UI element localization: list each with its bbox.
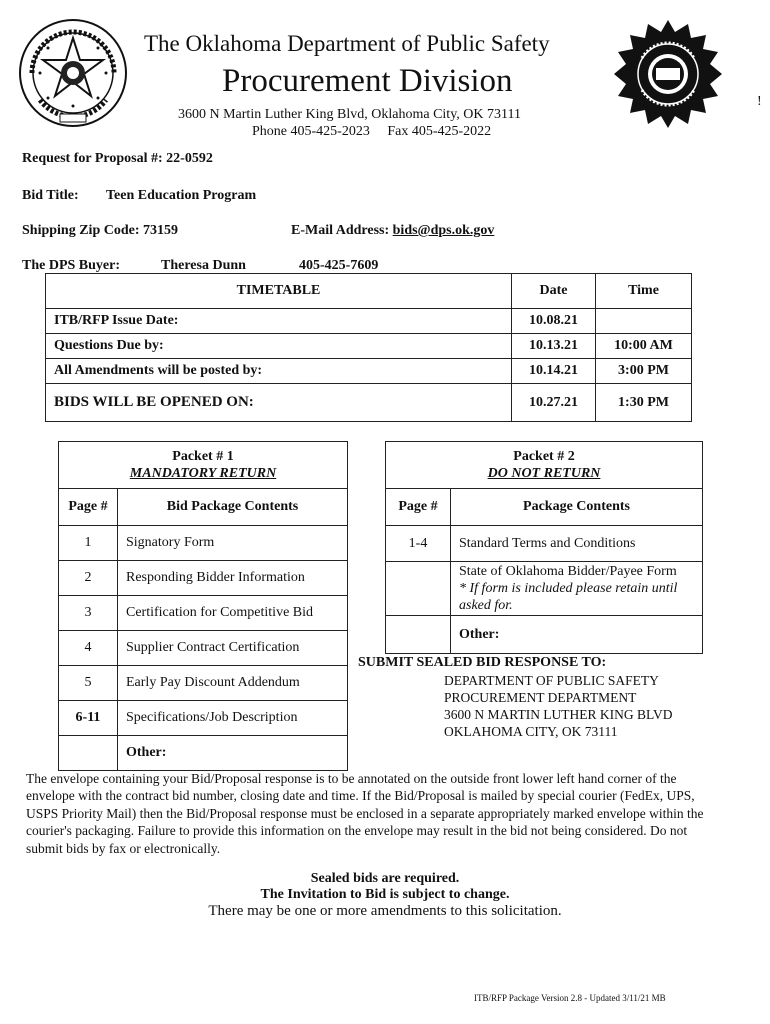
timetable-row xyxy=(46,384,692,422)
sealed-note: Sealed bids are required. xyxy=(310,871,460,886)
table-row xyxy=(59,631,348,666)
division-title: Procurement Division xyxy=(222,63,513,99)
packet2-header xyxy=(386,489,703,526)
time-header: Time xyxy=(596,274,692,309)
submit-address xyxy=(444,672,673,740)
page-number xyxy=(386,562,451,616)
content-item: Signatory Form xyxy=(118,526,348,561)
packet2-title xyxy=(386,442,703,489)
page-number: 2 xyxy=(59,561,118,596)
bidder-payee-form: State of Oklahoma Bidder/Payee Form xyxy=(459,564,677,579)
agency-name: The Oklahoma Department of Public Safety xyxy=(144,31,550,56)
zip-line xyxy=(22,223,178,239)
row-time: 3:00 PM xyxy=(596,359,692,384)
amendments-note: There may be one or more amendments to this solicitation. xyxy=(208,903,562,919)
submit-line: DEPARTMENT OF PUBLIC SAFETY xyxy=(444,673,659,688)
packet1-subtitle: MANDATORY RETURN xyxy=(129,466,277,481)
row-time xyxy=(596,309,692,334)
envelope-instructions: The envelope containing your Bid/Proposal response is to be annotated on the outside front lower left hand corner of the envelope with the contract bid number, closing date and time. If the Bid/Proposal is mailed by special courier (FedEx, UPS, USPS Priority Mail) then the Bid/Proposal response must be enclosed in a separate appropriately marked envelope within the courier's packaging. Failure to provide this information on the envelope may result in the bid not being considered. Do not submit bids by fax or electronically. xyxy=(26,771,704,856)
content-item: Supplier Contract Certification xyxy=(118,631,348,666)
table-row xyxy=(386,526,703,562)
packet2-number: Packet # 2 xyxy=(513,449,575,464)
table-row xyxy=(386,616,703,654)
content-item: Early Pay Discount Addendum xyxy=(118,666,348,701)
packet1-title xyxy=(59,442,348,489)
table-row xyxy=(59,526,348,561)
timetable-header xyxy=(46,274,692,309)
zip-label: Shipping Zip Code: xyxy=(22,223,140,238)
row-label: Questions Due by: xyxy=(46,334,512,359)
email-line xyxy=(291,223,494,239)
row-label: ITB/RFP Issue Date: xyxy=(46,309,512,334)
email-label: E-Mail Address: xyxy=(291,223,390,238)
packet2-title-row xyxy=(386,442,703,489)
email-link[interactable]: bids@dps.ok.gov xyxy=(392,223,495,238)
contents-header: Package Contents xyxy=(451,489,703,526)
oklahoma-state-seal-icon xyxy=(18,18,128,128)
page-number: 6-11 xyxy=(59,701,118,736)
content-item: Responding Bidder Information xyxy=(118,561,348,596)
buyer-phone: 405-425-7609 xyxy=(299,258,379,273)
bid-title: Teen Education Program xyxy=(106,188,257,203)
buyer-name: Theresa Dunn xyxy=(161,258,246,273)
dps-badge-icon xyxy=(612,18,724,130)
subject-note: The Invitation to Bid is subject to change. xyxy=(260,887,510,902)
content-item: Specifications/Job Description xyxy=(118,701,348,736)
packet2-subtitle: DO NOT RETURN xyxy=(487,466,601,481)
page-number: 3 xyxy=(59,596,118,631)
page-number xyxy=(386,616,451,654)
content-item: Other: xyxy=(118,736,348,771)
timetable-row xyxy=(46,309,692,334)
page-number xyxy=(59,736,118,771)
page-number: 1 xyxy=(59,526,118,561)
submit-line: 3600 N MARTIN LUTHER KING BLVD xyxy=(444,707,673,722)
table-row xyxy=(59,596,348,631)
page-number: 4 xyxy=(59,631,118,666)
submit-heading: SUBMIT SEALED BID RESPONSE TO: xyxy=(358,655,607,670)
packet1-table xyxy=(58,441,348,771)
agency-address: 3600 N Martin Luther King Blvd, Oklahoma City, OK 73111 xyxy=(178,107,521,122)
row-date: 10.27.21 xyxy=(512,384,596,422)
timetable-title: TIMETABLE xyxy=(46,274,512,309)
packet1-title-row xyxy=(59,442,348,489)
row-date: 10.13.21 xyxy=(512,334,596,359)
packet1-number: Packet # 1 xyxy=(172,449,234,464)
bid-title-label: Bid Title: xyxy=(22,188,79,203)
page-number: 5 xyxy=(59,666,118,701)
packet1-header xyxy=(59,489,348,526)
packet2-table xyxy=(385,441,703,654)
timetable-row xyxy=(46,359,692,384)
zip-code: 73159 xyxy=(143,223,178,238)
fax: Fax 405-425-2022 xyxy=(387,124,492,139)
date-header: Date xyxy=(512,274,596,309)
page-number: 1-4 xyxy=(386,526,451,562)
page-header: Page # xyxy=(386,489,451,526)
row-label: BIDS WILL BE OPENED ON: xyxy=(46,384,512,422)
contents-header: Bid Package Contents xyxy=(118,489,348,526)
rfp-number: 22-0592 xyxy=(166,151,213,166)
content-item: Other: xyxy=(451,616,703,654)
submit-line: OKLAHOMA CITY, OK 73111 xyxy=(444,724,618,739)
rfp-label: Request for Proposal #: xyxy=(22,151,163,166)
phone: Phone 405-425-2023 xyxy=(252,124,370,139)
content-item: Standard Terms and Conditions xyxy=(451,526,703,562)
table-row xyxy=(59,736,348,771)
row-date: 10.08.21 xyxy=(512,309,596,334)
row-time: 1:30 PM xyxy=(596,384,692,422)
version-footer: ITB/RFP Package Version 2.8 - Updated 3/11/21 MB xyxy=(474,993,666,1003)
table-row xyxy=(386,562,703,616)
submit-line: PROCUREMENT DEPARTMENT xyxy=(444,690,637,705)
table-row xyxy=(59,561,348,596)
margin-mark: ! xyxy=(757,94,762,109)
retain-note: * If form is included please retain until asked for. xyxy=(459,581,678,613)
row-label: All Amendments will be posted by: xyxy=(46,359,512,384)
row-date: 10.14.21 xyxy=(512,359,596,384)
table-row xyxy=(59,666,348,701)
timetable xyxy=(45,273,692,422)
table-row xyxy=(59,701,348,736)
content-item: Certification for Competitive Bid xyxy=(118,596,348,631)
rfp-line xyxy=(22,151,213,167)
row-time: 10:00 AM xyxy=(596,334,692,359)
content-item xyxy=(451,562,703,616)
page-header: Page # xyxy=(59,489,118,526)
timetable-row xyxy=(46,334,692,359)
buyer-label: The DPS Buyer: xyxy=(22,258,120,273)
agency-phone-fax xyxy=(252,124,491,140)
